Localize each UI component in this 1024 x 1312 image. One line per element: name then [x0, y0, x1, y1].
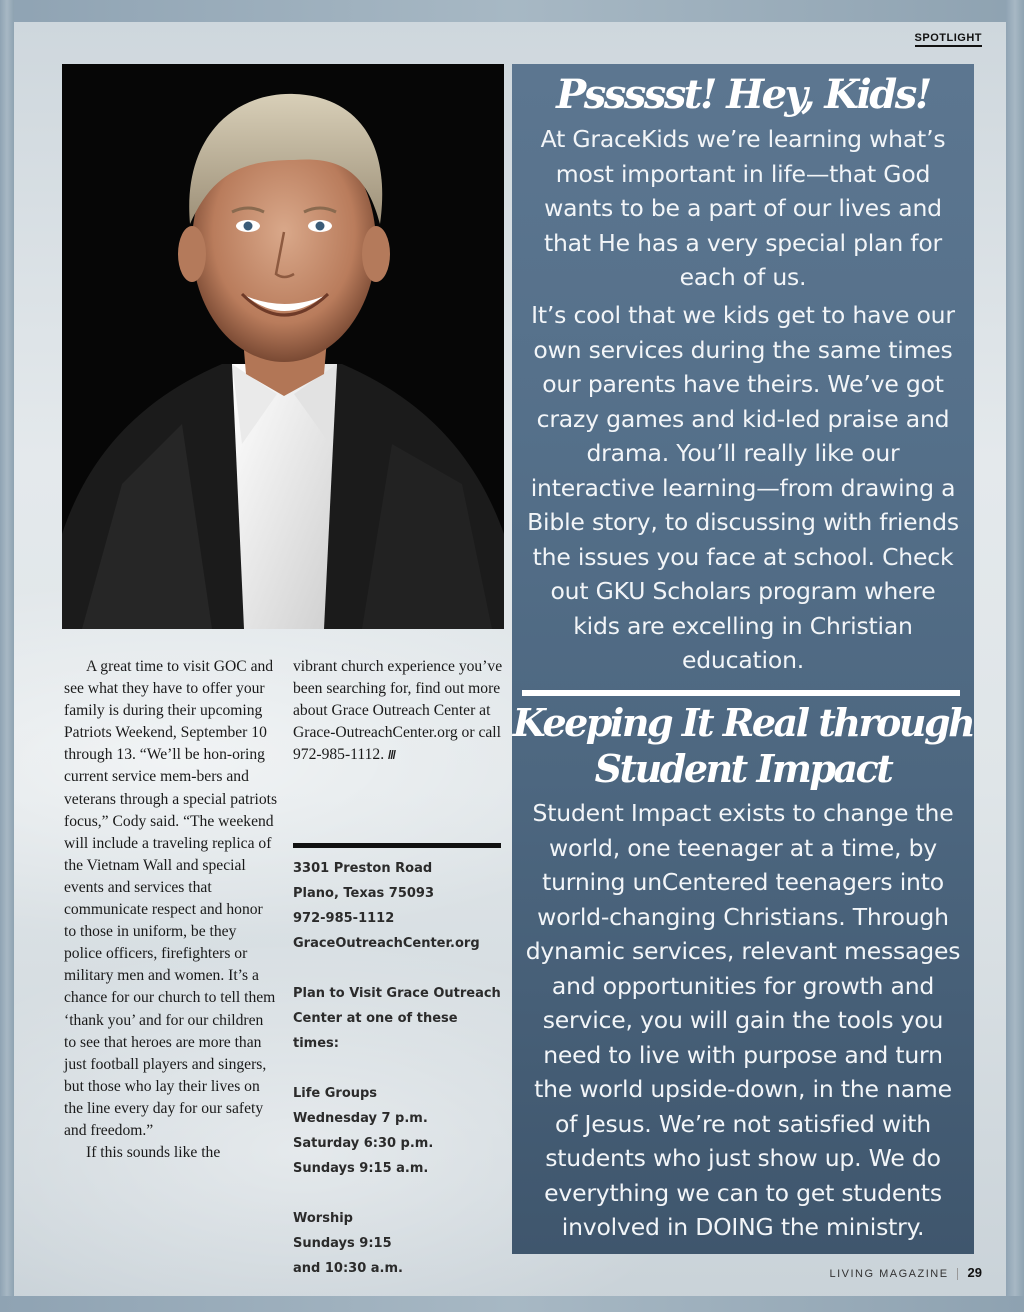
end-mark-icon: ///	[388, 748, 396, 763]
article-column-1	[64, 656, 278, 1164]
article-paragraph-end	[293, 656, 503, 766]
page-border-top	[0, 0, 1024, 22]
worship-time: Sundays 9:15	[293, 1236, 392, 1251]
info-divider	[293, 843, 501, 848]
worship-heading: Worship	[293, 1211, 353, 1226]
panel-divider	[522, 690, 960, 696]
address-line-2: Plano, Texas 75093	[293, 886, 435, 901]
worship-time: and 10:30 a.m.	[293, 1261, 403, 1276]
website-url: GraceOutreachCenter.org	[293, 936, 480, 951]
section-tag: SPOTLIGHT	[915, 32, 982, 47]
page-border-left	[0, 0, 14, 1312]
plan-visit-line-1: Plan to Visit Grace Outreach	[293, 986, 501, 1001]
student-impact-heading: Keeping It Real through Student Impact	[512, 700, 974, 791]
address-line-1: 3301 Preston Road	[293, 861, 433, 876]
article-closing-text: vibrant church experience you’ve been searching for, find out more about Grace Outreach Center at Grace-OutreachCenter.org or call 972-985-1112.	[293, 658, 503, 764]
page-border-bottom	[0, 1296, 1024, 1312]
life-groups-heading: Life Groups	[293, 1086, 378, 1101]
page-footer	[829, 1265, 982, 1280]
kids-heading: Pssssst! Hey, Kids!	[556, 71, 930, 118]
life-group-time: Sundays 9:15 a.m.	[293, 1161, 429, 1176]
phone-number: 972-985-1112	[293, 911, 395, 926]
footer-separator	[957, 1268, 958, 1280]
article-paragraph: A great time to visit GOC and see what they have to offer your family is during their upcoming Patriots Weekend, September 10 through 13. “We’ll be hon-oring current service mem-bers and veterans through a special patriots focus,” Cody said. “The weekend will include a traveling replica of the Vietnam Wall and special events and services that communicate respect and honor to those in uniform, be they police officers, firefighters or military men and women. It’s a chance for our church to tell them ‘thank you’ and for our children to see that heroes are more than just football players and singers, but those who lay their lives on the line every day for our safety and freedom.”	[64, 658, 278, 1139]
kids-paragraph-2: It’s cool that we kids get to have our own services during the same times our parents have theirs. We’ve got crazy games and kid-led praise and drama. You’ll really like our interactive learning—from drawing a Bible story, to discussing with friends the issues you face at school. Check out GKU Scholars program where kids are excelling in Christian education.	[527, 301, 959, 674]
publication-name: LIVING MAGAZINE	[829, 1268, 949, 1280]
life-group-time: Saturday 6:30 p.m.	[293, 1136, 434, 1151]
sidebar-panel	[512, 64, 974, 1254]
student-impact-paragraph: Student Impact exists to change the world, one teenager at a time, by turning unCentered teenagers into world-changing Christians. Through dynamic services, relevant messages and opportunities for growth and service, you will gain the tools you need to live with purpose and turn the world upside-down, in the name of Jesus. We’re not satisfied with students who just show up. We do everything we can to get students involved in DOING the ministry.	[525, 799, 961, 1241]
kids-paragraph-1: At GraceKids we’re learning what’s most important in life—that God wants to be a part of our lives and that He has a very special plan for each of us.	[540, 125, 946, 291]
page-number: 29	[967, 1265, 982, 1280]
article-column-2	[293, 656, 503, 766]
plan-visit-line-2: Center at one of these times:	[293, 1011, 458, 1051]
life-group-time: Wednesday 7 p.m.	[293, 1111, 428, 1126]
article-paragraph-continued: If this sounds like the	[86, 1144, 221, 1162]
church-info-box	[293, 856, 508, 1281]
portrait-photo	[62, 64, 504, 629]
page-border-right	[1006, 0, 1024, 1312]
